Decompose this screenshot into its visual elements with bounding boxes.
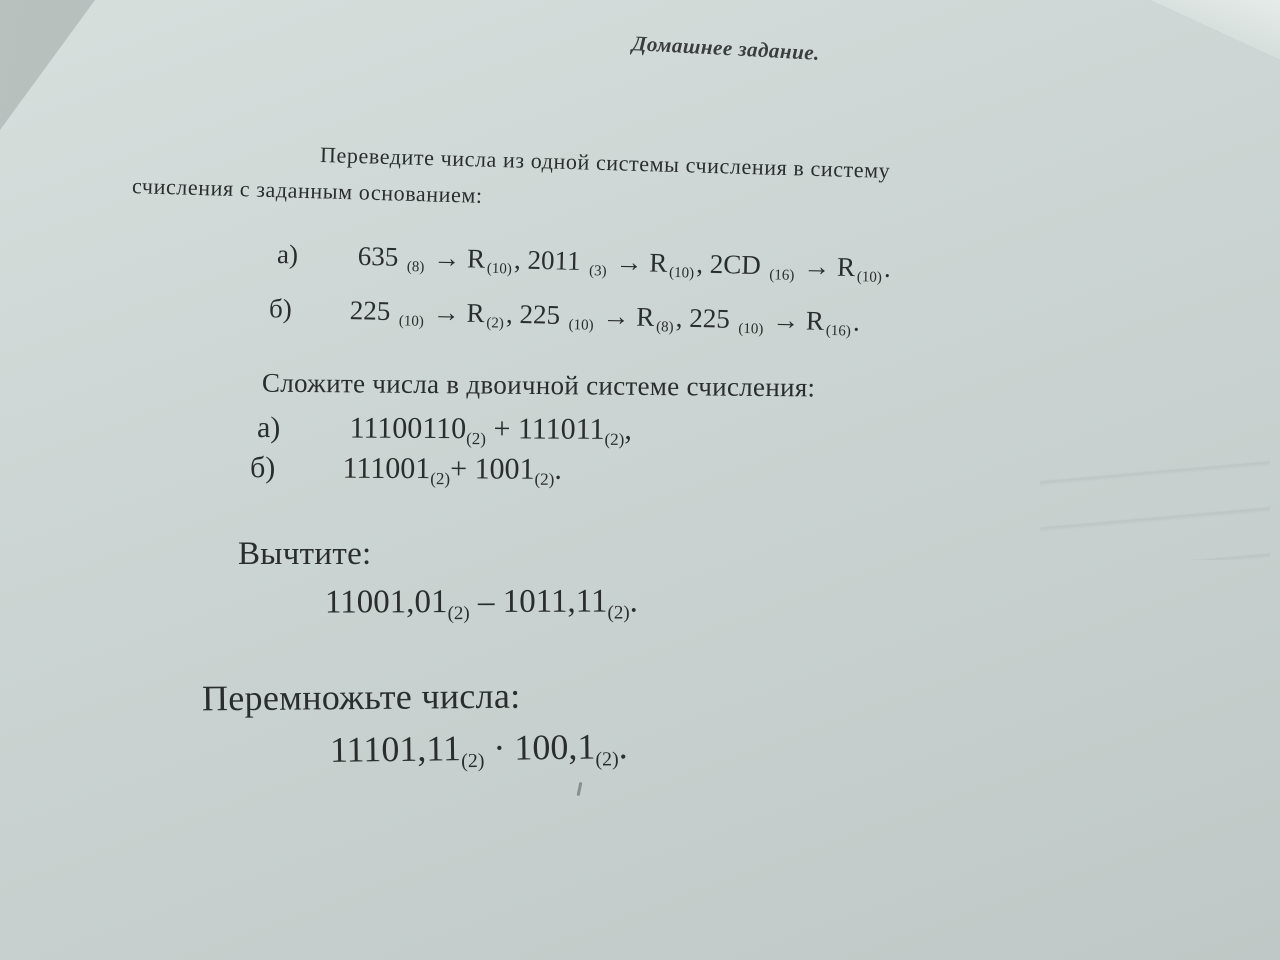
operand-2: 111011 xyxy=(517,412,605,446)
target-base-subscript: (2) xyxy=(486,315,505,332)
base-subscript: (2) xyxy=(466,429,487,449)
base-subscript: (16) xyxy=(769,267,795,284)
arrow-icon: → xyxy=(432,242,461,274)
item-label: б) xyxy=(249,451,276,485)
arrow-icon: → xyxy=(771,304,800,336)
operand-2: 1011,11 xyxy=(502,583,608,620)
separator: , xyxy=(513,244,522,275)
separator: . xyxy=(852,306,861,337)
separator: , xyxy=(624,412,633,446)
subtract-instruction: Вычтите: xyxy=(238,536,372,572)
page-heading: Домашнее задание. xyxy=(631,31,821,65)
operand-1: 11101,11 xyxy=(329,728,462,770)
operand-1: 11100110 xyxy=(349,411,467,446)
number: 225 xyxy=(688,302,731,334)
base-subscript: (2) xyxy=(595,748,619,771)
arrow-icon: → xyxy=(802,250,831,282)
convert-item-b xyxy=(269,293,860,340)
convert-instruction-line2: счисления с заданным основанием: xyxy=(131,173,484,208)
number: 225 xyxy=(349,295,391,327)
operator-minus: – xyxy=(477,583,495,621)
base-subscript: (10) xyxy=(738,320,764,338)
target-base-subscript: (8) xyxy=(655,319,674,336)
base-subscript: (2) xyxy=(534,469,555,489)
item-label: а) xyxy=(256,411,281,445)
operator-plus: + xyxy=(493,412,511,446)
number: 225 xyxy=(519,298,561,330)
multiply-instruction: Перемножьте числа: xyxy=(201,675,521,719)
base-subscript: (2) xyxy=(461,749,485,773)
target-base-subscript: (10) xyxy=(668,264,695,282)
item-label: а) xyxy=(276,239,299,270)
add-item-b xyxy=(250,451,562,490)
separator: . xyxy=(629,583,638,620)
base-subscript: (2) xyxy=(430,469,451,489)
separator: . xyxy=(554,452,562,486)
arrow-icon: → xyxy=(602,300,630,332)
operator-plus: + xyxy=(450,452,468,486)
separator: , xyxy=(695,248,704,279)
separator: , xyxy=(675,302,683,333)
item-label: б) xyxy=(268,293,293,324)
target-base-subscript: (10) xyxy=(856,269,882,286)
subtract-expression xyxy=(325,583,638,625)
base-subscript: (10) xyxy=(568,317,594,334)
operand-1: 11001,01 xyxy=(324,584,448,621)
base-subscript: (10) xyxy=(398,313,425,330)
target-symbol: R xyxy=(648,247,668,278)
operand-1: 111001 xyxy=(342,451,431,486)
separator: , xyxy=(505,298,514,329)
target-base-subscript: (10) xyxy=(486,260,513,278)
number: 2011 xyxy=(527,244,581,276)
separator: . xyxy=(883,252,892,283)
target-symbol: R xyxy=(836,251,856,283)
number: 2CD xyxy=(709,248,762,281)
base-subscript: (8) xyxy=(406,258,425,276)
base-subscript: (2) xyxy=(447,603,470,625)
convert-item-a xyxy=(277,239,891,287)
target-symbol: R xyxy=(805,305,825,336)
operator-dot: · xyxy=(493,727,506,768)
base-subscript: (2) xyxy=(604,429,625,449)
target-symbol: R xyxy=(466,243,486,274)
target-symbol: R xyxy=(466,297,485,329)
arrow-icon: → xyxy=(432,297,461,328)
target-symbol: R xyxy=(635,301,655,333)
pen-mark xyxy=(577,782,583,796)
multiply-expression xyxy=(330,725,628,775)
arrow-icon: → xyxy=(615,246,643,278)
add-instruction: Сложите числа в двоичной системе счисления: xyxy=(261,367,816,403)
add-item-a xyxy=(257,411,632,450)
target-base-subscript: (16) xyxy=(825,322,851,340)
separator: . xyxy=(618,726,628,767)
operand-2: 100,1 xyxy=(514,726,596,768)
number: 635 xyxy=(357,240,399,272)
operand-2: 1001 xyxy=(474,452,535,486)
base-subscript: (2) xyxy=(607,602,630,624)
convert-instruction-line1: Переведите числа из одной системы счисления в систему xyxy=(319,142,891,183)
base-subscript: (3) xyxy=(588,263,607,280)
